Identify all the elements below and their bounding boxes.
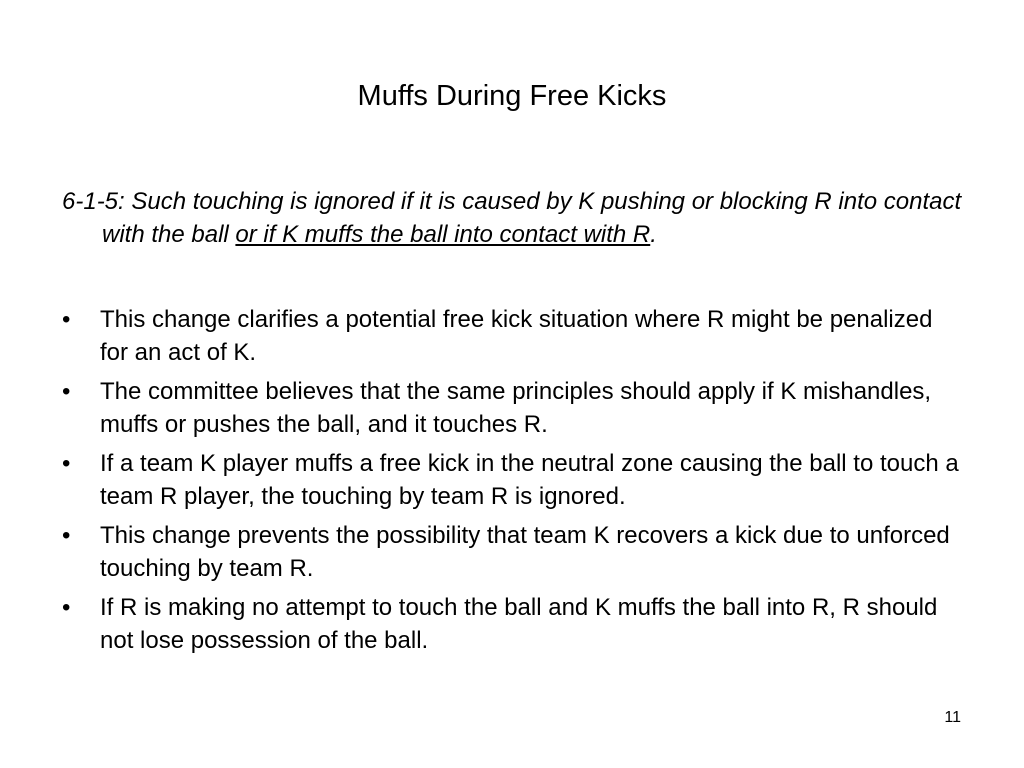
list-item <box>62 447 967 513</box>
bullet-text: This change clarifies a potential free kick situation where R might be penalized for an act of K. <box>100 306 933 366</box>
bullet-icon: • <box>62 306 71 333</box>
bullet-text: If a team K player muffs a free kick in the neutral zone causing the ball to touch a team R player, the touching by team R is ignored. <box>100 450 959 510</box>
bullet-icon: • <box>62 450 71 477</box>
list-item <box>62 303 967 369</box>
list-item <box>62 519 967 585</box>
bullet-text: This change prevents the possibility that team K recovers a kick due to unforced touching by team R. <box>100 522 950 582</box>
list-item <box>62 375 967 441</box>
slide-title: Muffs During Free Kicks <box>357 80 667 112</box>
rule-underlined-text: or if K muffs the ball into contact with R <box>235 221 651 248</box>
page-number: 11 <box>944 709 961 726</box>
list-item <box>62 591 967 657</box>
bullet-text: The committee believes that the same principles should apply if K mishandles, muffs or pushes the ball, and it touches R. <box>100 378 932 438</box>
bullet-icon: • <box>62 378 71 405</box>
bullet-text: If R is making no attempt to touch the ball and K muffs the ball into R, R should not lose possession of the ball. <box>100 594 938 654</box>
rule-end: . <box>650 221 657 248</box>
rule-citation <box>62 185 1002 251</box>
bullet-icon: • <box>62 522 71 549</box>
rule-text: 6-1-5: Such touching is ignored if it is caused by K pushing or blocking R into contact with the ball <box>62 188 962 248</box>
bullet-list <box>62 303 967 663</box>
bullet-icon: • <box>62 594 71 621</box>
